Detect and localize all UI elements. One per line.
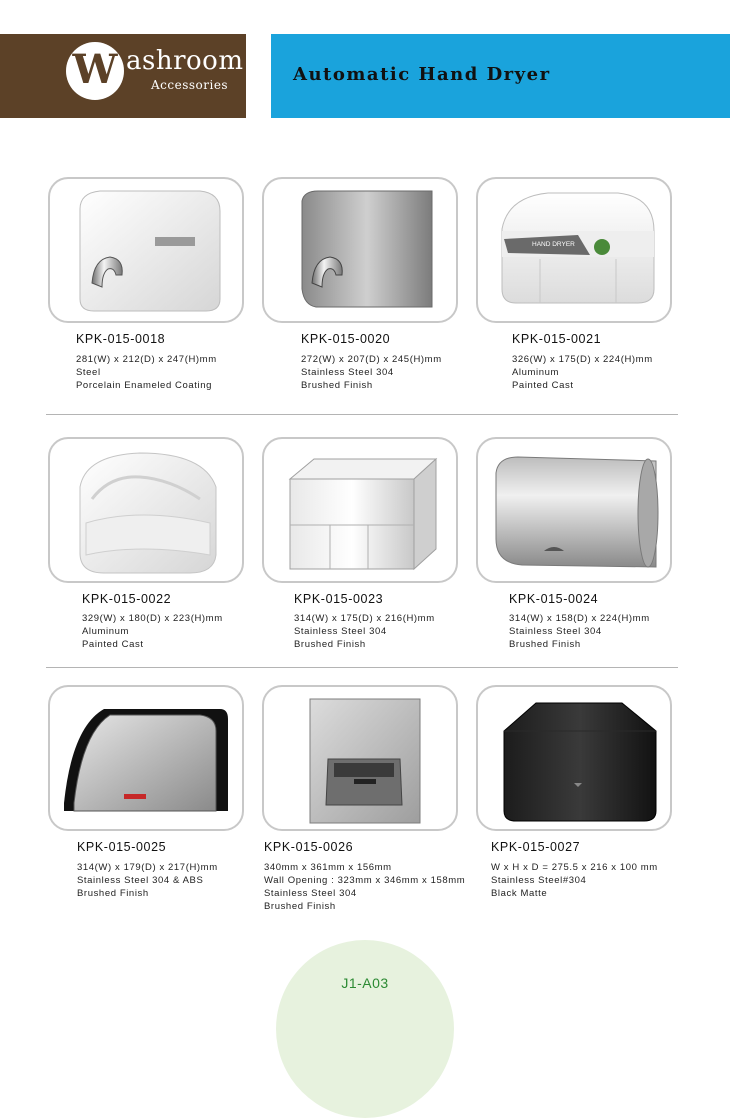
product-specs	[301, 353, 442, 392]
spec-wall-opening: Wall Opening : 323mm x 346mm x 158mm	[264, 875, 466, 886]
brand-initial: W	[72, 46, 118, 93]
product-image-card	[48, 437, 244, 583]
row-divider	[46, 414, 678, 415]
spec-material: Aluminum	[82, 626, 130, 637]
product-image-card	[262, 177, 458, 323]
recessed-hand-dryer-image	[264, 687, 458, 831]
product-code: KPK-015-0023	[294, 592, 384, 606]
product-specs	[264, 861, 465, 913]
spec-dimensions: 329(W) x 180(D) x 223(H)mm	[82, 613, 223, 624]
product-specs	[512, 353, 653, 392]
page-title: Automatic Hand Dryer	[293, 64, 551, 85]
product-specs	[294, 612, 435, 651]
row-divider	[46, 667, 678, 668]
spec-material: Stainless Steel 304	[509, 626, 602, 637]
spec-material: Steel	[76, 367, 101, 378]
spec-finish: Porcelain Enameled Coating	[76, 380, 213, 391]
spec-finish: Brushed Finish	[301, 380, 373, 391]
spec-dimensions: 314(W) x 158(D) x 224(H)mm	[509, 613, 650, 624]
spec-material: Aluminum	[512, 367, 560, 378]
product-specs	[82, 612, 223, 651]
spec-finish: Brushed Finish	[264, 901, 336, 912]
product-image-card	[262, 437, 458, 583]
spec-dimensions: W x H x D = 275.5 x 216 x 100 mm	[491, 862, 658, 873]
spec-finish: Brushed Finish	[77, 888, 149, 899]
brand-logo-emblem	[66, 42, 124, 100]
spec-finish: Black Matte	[491, 888, 548, 899]
product-code: KPK-015-0020	[301, 332, 391, 346]
product-image-card	[48, 177, 244, 323]
product-image-card	[262, 685, 458, 831]
spec-finish: Painted Cast	[82, 639, 144, 650]
spec-material: Stainless Steel#304	[491, 875, 587, 886]
product-code: KPK-015-0022	[82, 592, 172, 606]
spec-finish: Brushed Finish	[509, 639, 581, 650]
product-code: KPK-015-0018	[76, 332, 166, 346]
dryer-panel-label: HAND DRYER	[532, 241, 575, 248]
spec-finish: Painted Cast	[512, 380, 574, 391]
spec-dimensions: 314(W) x 175(D) x 216(H)mm	[294, 613, 435, 624]
steel-and-black-hand-dryer-image	[50, 687, 244, 831]
product-image-card	[48, 685, 244, 831]
footer-badge	[276, 940, 454, 1118]
spec-dimensions: 281(W) x 212(D) x 247(H)mm	[76, 354, 217, 365]
spec-dimensions: 272(W) x 207(D) x 245(H)mm	[301, 354, 442, 365]
spec-dimensions: 314(W) x 179(D) x 217(H)mm	[77, 862, 218, 873]
white-cast-hand-dryer-image	[478, 179, 672, 323]
brushed-box-hand-dryer-image	[264, 439, 458, 583]
page-number: J1-A03	[341, 975, 389, 991]
spec-dimensions: 340mm x 361mm x 156mm	[264, 862, 392, 873]
product-image-card	[476, 437, 672, 583]
product-image-card	[476, 685, 672, 831]
spec-finish: Brushed Finish	[294, 639, 366, 650]
white-hand-dryer-image	[50, 179, 244, 323]
white-rounded-hand-dryer-image	[50, 439, 244, 583]
spec-material: Stainless Steel 304	[294, 626, 387, 637]
cylindrical-hand-dryer-image	[478, 439, 672, 583]
product-code: KPK-015-0021	[512, 332, 602, 346]
brand-subtitle: Accessories	[151, 78, 229, 92]
product-specs	[491, 861, 658, 900]
spec-material: Stainless Steel 304	[264, 888, 357, 899]
product-specs	[77, 861, 218, 900]
product-specs	[509, 612, 650, 651]
brand-name: ashroom	[126, 46, 244, 76]
product-image-card	[476, 177, 672, 323]
product-code: KPK-015-0027	[491, 840, 581, 854]
spec-material: Stainless Steel 304	[301, 367, 394, 378]
product-code: KPK-015-0024	[509, 592, 599, 606]
product-code: KPK-015-0026	[264, 840, 354, 854]
spec-dimensions: 326(W) x 175(D) x 224(H)mm	[512, 354, 653, 365]
stainless-hand-dryer-image	[264, 179, 458, 323]
black-matte-hand-dryer-image	[478, 687, 672, 831]
product-specs	[76, 353, 217, 392]
spec-material: Stainless Steel 304 & ABS	[77, 875, 204, 886]
product-code: KPK-015-0025	[77, 840, 167, 854]
